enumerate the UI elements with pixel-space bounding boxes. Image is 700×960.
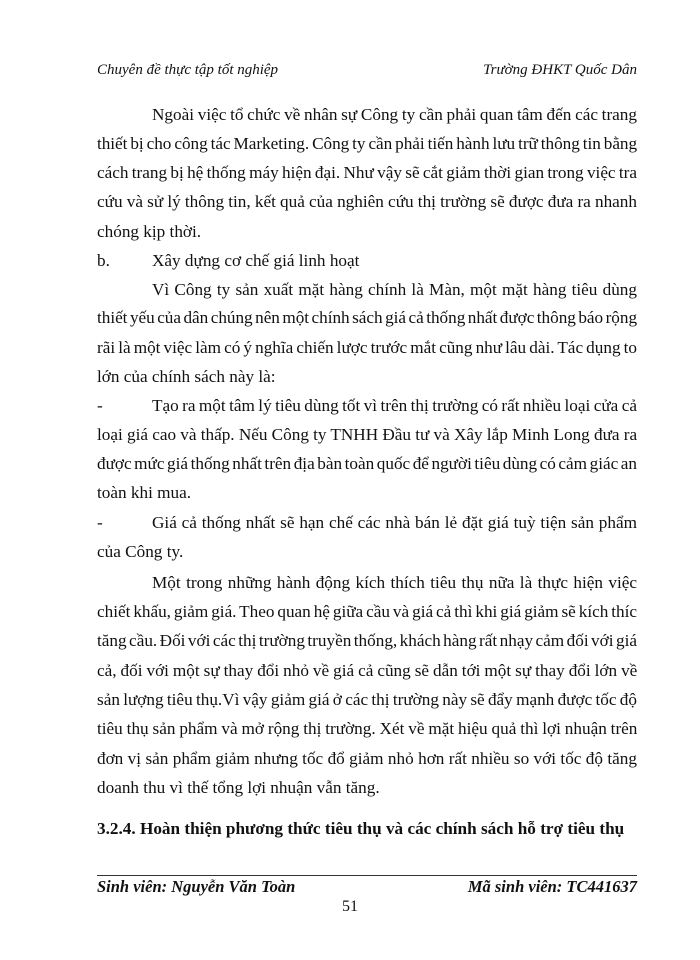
text-line: Một trong những hành động kích thích tiêu thụ nữa là thực hiện việc (152, 573, 637, 592)
header-right: Trường ĐHKT Quốc Dân (483, 62, 637, 78)
text-line: chóng kịp thời. (97, 222, 202, 241)
text-line: loại giá cao và thấp. Nếu Công ty TNHH Đầu tư và Xây lắp Minh Long đưa ra (97, 425, 638, 444)
text-line: Ngoài việc tổ chức về nhân sự Công ty cần phải quan tâm đến các trang (152, 105, 637, 124)
text-line: Giá cả thống nhất sẽ hạn chế các nhà bán lẻ đặt giá tuỳ tiện sản phẩm (152, 513, 637, 532)
footer-student-id: Mã sinh viên: TC441637 (467, 877, 637, 896)
text-line: Xây dựng cơ chế giá linh hoạt (152, 251, 360, 270)
text-line: lớn của chính sách này là: (97, 367, 276, 386)
text-line: rãi là một việc làm có ý nghĩa chiến lược trước mắt cũng như lâu dài. Tác dụng to (97, 338, 637, 357)
page-number: 51 (342, 898, 358, 915)
text-line: thiết bị cho công tác Marketing. Công ty cần phải tiến hành lưu trữ thông tin bằng (97, 134, 638, 153)
footer-rule (97, 875, 637, 876)
text-line: chiết khấu, giảm giá. Theo quan hệ giữa cầu và giá cả thì khi giá giảm sẽ kích thíc (97, 602, 638, 621)
text-line: tiêu thụ sản phẩm và mở rộng thị trường. Xét về mặt hiệu quả thì lợi nhuận trên (97, 719, 638, 738)
text-line: tăng cầu. Đối với các thị trường truyền thống, khách hàng rất nhạy cảm đối với giá (97, 631, 637, 650)
text-line: thiết yếu của dân chúng nên một chính sách giá cả thống nhất được thông báo rộng (97, 308, 638, 327)
text-line: của Công ty. (97, 542, 184, 561)
text-line: cả, đối với một sự thay đổi nhỏ về giá cả cũng sẽ dẫn tới một sự thay đổi lớn về (97, 661, 638, 680)
section-marker: b. (97, 251, 110, 270)
text-line: doanh thu vì thế tổng lợi nhuận vẫn tăng. (97, 778, 380, 797)
text-line: Vì Công ty sản xuất mặt hàng chính là Màn, một mặt hàng tiêu dùng (152, 280, 637, 299)
text-line: được mức giá thống nhất trên địa bàn toàn quốc để người tiêu dùng có cảm giác an (97, 454, 637, 473)
text-line: cứu và sử lý thông tin, kết quả của nghiên cứu thị trường sẽ được đưa ra nhanh (97, 192, 637, 211)
bullet-marker: - (97, 396, 103, 415)
header-left: Chuyên đề thực tập tốt nghiệp (97, 62, 279, 78)
text-line: toàn khi mua. (97, 483, 192, 502)
text-line: cách trang bị hệ thống máy hiện đại. Như vậy sẽ cắt giảm thời gian trong việc tra (97, 163, 637, 182)
text-line: Tạo ra một tâm lý tiêu dùng tốt vì trên thị trường có rất nhiều loại cửa cả (152, 396, 637, 415)
text-line: đơn vị sản phẩm giảm nhưng tốc đổ giảm nhỏ hơn rất nhiều so với tốc độ tăng (97, 749, 637, 768)
text-line: sản lượng tiêu thụ.Vì vậy giảm giá ở các thị trường này sẽ đẩy mạnh được tốc độ (97, 690, 637, 709)
footer-student-name: Sinh viên: Nguyễn Văn Toàn (97, 877, 296, 896)
bullet-marker: - (97, 513, 103, 532)
section-heading: 3.2.4. Hoàn thiện phương thức tiêu thụ và các chính sách hỗ trợ tiêu thụ (97, 819, 625, 838)
